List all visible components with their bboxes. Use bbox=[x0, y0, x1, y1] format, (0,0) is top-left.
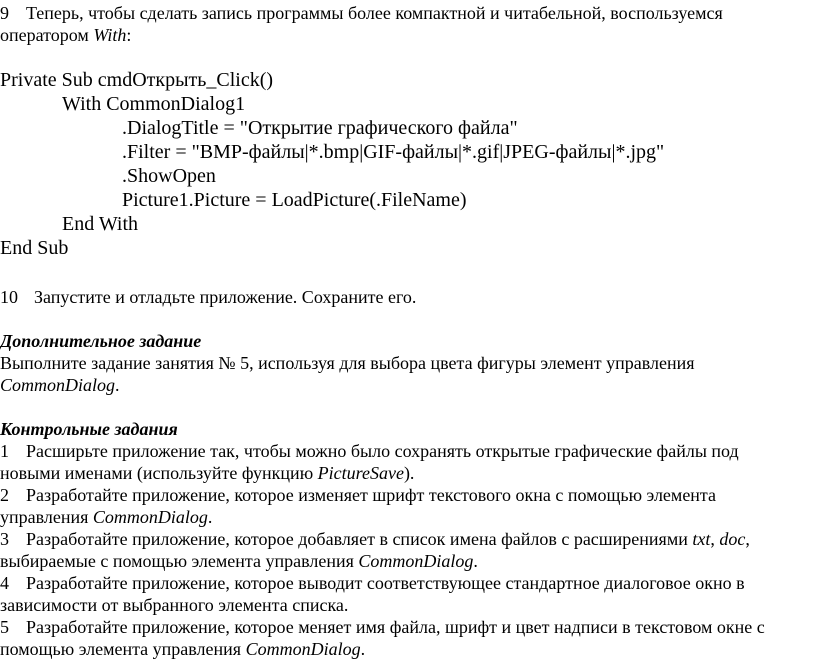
control-task-2-number: 2 bbox=[0, 485, 9, 505]
control-task-3-line2 bbox=[0, 550, 478, 572]
control-task-5-text: Разработайте приложение, которое меняет имя файла, шрифт и цвет надписи в текстовом окне с bbox=[26, 617, 765, 637]
control-task-1-pre: новыми именами (используйте функцию bbox=[0, 463, 318, 483]
control-task-1-line1 bbox=[0, 440, 739, 462]
control-task-5-line2 bbox=[0, 638, 365, 660]
control-task-5-post: . bbox=[360, 639, 366, 659]
step9-line1 bbox=[0, 2, 723, 24]
control-task-3-sep: , bbox=[710, 529, 720, 549]
code-line-2: With CommonDialog1 bbox=[62, 93, 246, 115]
control-task-3-post2: . bbox=[473, 551, 478, 571]
control-task-2-post: . bbox=[207, 507, 213, 527]
control-task-3-number: 3 bbox=[0, 529, 9, 549]
control-task-4-line2: зависимости от выбранного элемента списка. bbox=[0, 595, 349, 615]
step9-line2 bbox=[0, 24, 131, 46]
additional-line2 bbox=[0, 374, 120, 396]
code-line-7: End With bbox=[62, 213, 139, 235]
code-line-4: .Filter = "BMP-файлы|*.bmp|GIF-файлы|*.gif|JPEG-файлы|*.jpg" bbox=[122, 141, 665, 163]
code-line-5: .ShowOpen bbox=[122, 165, 216, 187]
control-task-2-text: Разработайте приложение, которое изменяет шрифт текстового окна с помощью элемента bbox=[26, 485, 717, 505]
code-line-1: Private Sub cmdОткрыть_Click() bbox=[0, 69, 274, 91]
additional-tail: . bbox=[115, 375, 120, 395]
control-task-2-italic: CommonDialog bbox=[92, 507, 208, 527]
code-line-8: End Sub bbox=[0, 237, 69, 259]
control-task-4-line1 bbox=[0, 572, 745, 594]
control-task-5-line1 bbox=[0, 616, 765, 638]
control-task-3-italic: CommonDialog bbox=[358, 551, 474, 571]
additional-italic: CommonDialog bbox=[0, 375, 116, 395]
code-line-6: Picture1.Picture = LoadPicture(.FileName) bbox=[122, 189, 467, 211]
step10-text: Запустите и отладьте приложение. Сохраните его. bbox=[34, 287, 417, 307]
step10-number: 10 bbox=[0, 287, 18, 307]
control-task-4-text: Разработайте приложение, которое выводит соответствующее стандартное диалоговое окно в bbox=[26, 573, 745, 593]
step9-number: 9 bbox=[0, 3, 9, 23]
step10-line bbox=[0, 286, 416, 308]
control-task-2-line2 bbox=[0, 506, 212, 528]
control-task-3-ext-doc: doc bbox=[719, 529, 746, 549]
code-line-3: .DialogTitle = "Открытие графического файла" bbox=[122, 117, 518, 139]
control-task-3-post1: , bbox=[745, 529, 750, 549]
control-task-1-line2 bbox=[0, 462, 414, 484]
step9-text: Теперь, чтобы сделать запись программы более компактной и читабельной, воспользуемся bbox=[26, 3, 723, 23]
control-task-1-post: ). bbox=[403, 463, 415, 483]
control-task-5-pre: помощью элемента управления bbox=[0, 639, 246, 659]
control-task-1-italic: PictureSave bbox=[317, 463, 404, 483]
control-task-1-text: Расширьте приложение так, чтобы можно было сохранять открытые графические файлы под bbox=[26, 441, 739, 461]
control-task-3-pre2: выбираемые с помощью элемента управления bbox=[0, 551, 359, 571]
step9-keyword: With bbox=[93, 25, 127, 45]
step9-colon: : bbox=[126, 25, 132, 45]
control-task-4-number: 4 bbox=[0, 573, 9, 593]
control-task-3-ext-txt: txt bbox=[692, 529, 711, 549]
control-task-5-number: 5 bbox=[0, 617, 9, 637]
additional-text: Выполните задание занятия № 5, используя для выбора цвета фигуры элемент управления bbox=[0, 353, 695, 373]
step9-text2: оператором bbox=[0, 25, 94, 45]
control-heading: Контрольные задания bbox=[0, 419, 178, 439]
additional-heading: Дополнительное задание bbox=[0, 331, 202, 351]
control-task-3-line1 bbox=[0, 528, 750, 550]
control-task-5-italic: CommonDialog bbox=[245, 639, 361, 659]
control-task-1-number: 1 bbox=[0, 441, 9, 461]
control-task-2-pre: управления bbox=[0, 507, 93, 527]
control-task-3-pre1: Разработайте приложение, которое добавляет в список имена файлов с расширениями bbox=[26, 529, 693, 549]
control-task-2-line1 bbox=[0, 484, 716, 506]
